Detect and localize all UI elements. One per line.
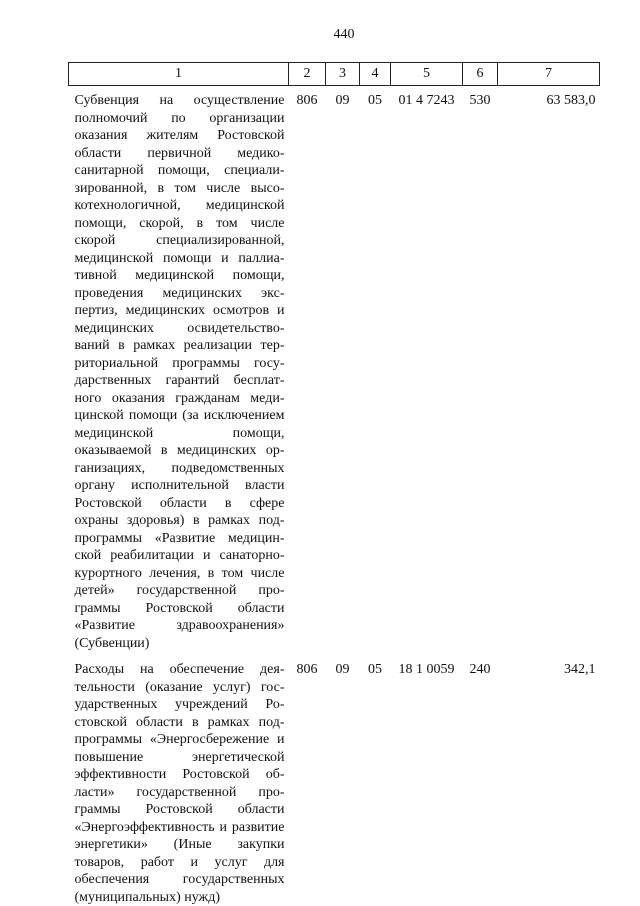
row-amount: 63 583,0 bbox=[546, 93, 596, 108]
table-row bbox=[69, 652, 600, 906]
row-target-article: 18 1 0059 bbox=[398, 662, 455, 677]
column-header-section: 3 bbox=[326, 63, 360, 86]
row-section-code: 09 bbox=[335, 93, 350, 108]
row-section-code: 09 bbox=[335, 662, 350, 677]
column-header-ministry: 2 bbox=[289, 63, 326, 86]
row-ministry-code: 806 bbox=[296, 93, 318, 108]
column-header-target-article: 5 bbox=[391, 63, 463, 86]
budget-table bbox=[68, 62, 600, 906]
row-amount: 342,1 bbox=[564, 662, 596, 677]
row-expense-type: 240 bbox=[469, 662, 491, 677]
row-subsection-code: 05 bbox=[368, 93, 382, 108]
page-number: 440 bbox=[333, 27, 355, 42]
row-expense-type: 530 bbox=[469, 93, 491, 108]
column-header-description: 1 bbox=[69, 63, 289, 86]
row-description: Расходы на обеспечение деятельности (оказание услуг) государственных учреждений Ростовской области в рамках подпрограммы «Энергосбережение и повышение энергетической эффективности Ростовской области» государственной программы Ростовской области «Энергоэффективность и развитие энергетики» (Иные закупки товаров, работ и услуг для обеспечения государственных (муниципальных) нужд) bbox=[74, 662, 285, 905]
column-header-amount: 7 bbox=[498, 63, 600, 86]
table-row bbox=[69, 86, 600, 653]
row-description: Субвенция на осуществление полномочий по организации оказания жителям Ростовской области первичной медико-санитарной помощи, специализированной, в том числе высокотехнологичной, медицинской помощи, скорой, в том числе скорой специализированной, медицинской помощи и паллиативной медицинской помощи, проведения медицинских экспертиз, медицинских осмотров и медицинских освидетельствований в рамках реализации территориальной программы государственных гарантий бесплатного оказания гражданам медицинской помощи (за исключением медицинской помощи, оказываемой в медицинских организациях, подведомственных органу исполнительной власти Ростовской области в сфере охраны здоровья) в рамках подпрограммы «Развитие медицинской реабилитации и санаторно-курортного лечения, в том числе детей» государственной программы Ростовской области «Развитие здравоохранения» (Субвенции) bbox=[74, 93, 285, 651]
column-header-subsection: 4 bbox=[360, 63, 391, 86]
row-ministry-code: 806 bbox=[296, 662, 318, 677]
row-subsection-code: 05 bbox=[368, 662, 382, 677]
row-target-article: 01 4 7243 bbox=[398, 93, 455, 108]
header-row bbox=[69, 63, 600, 86]
column-header-expense-type: 6 bbox=[463, 63, 498, 86]
